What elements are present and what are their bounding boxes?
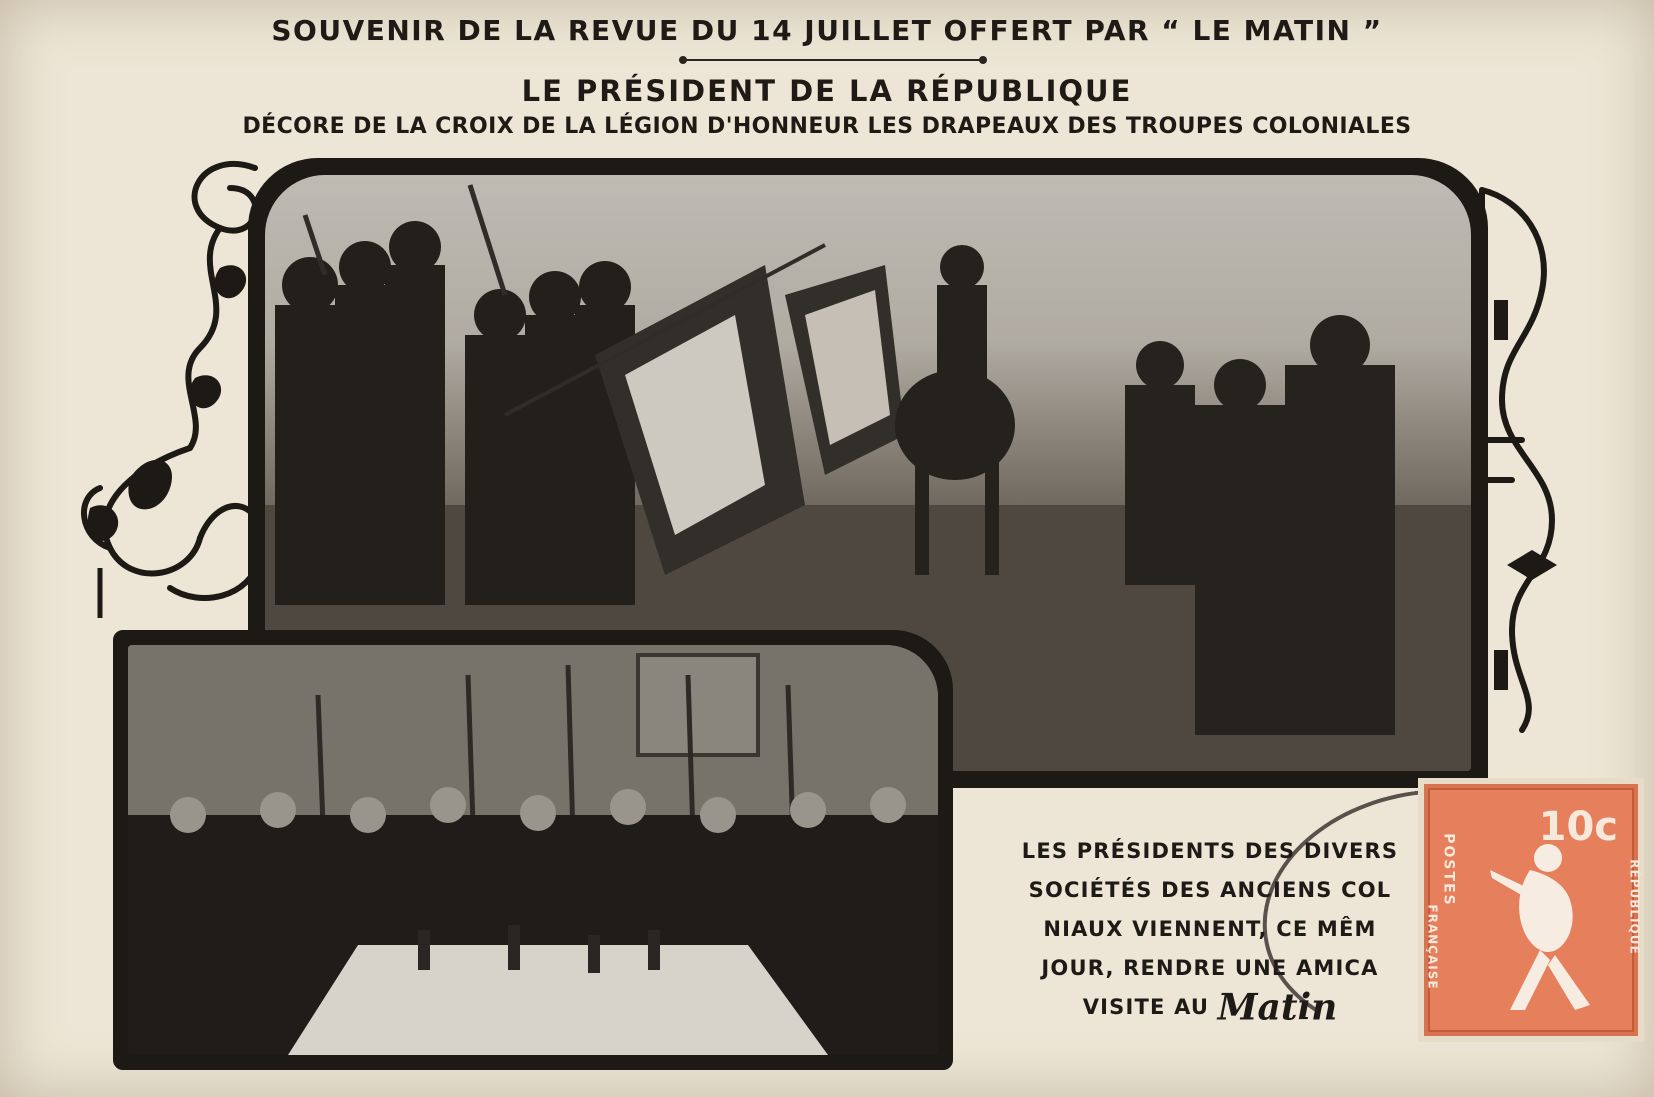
stamp-denomination: 10c: [1538, 804, 1618, 850]
caption-line-3: NIAUX VIENNENT, CE MÊM: [1043, 917, 1377, 941]
caption-visite-text: VISITE AU: [1082, 995, 1210, 1019]
header-decoration-line: DÉCORE DE LA CROIX DE LA LÉGION D'HONNEUR LES DRAPEAUX DES TROUPES COLONIALES: [242, 114, 1412, 139]
postage-stamp: [1418, 778, 1644, 1042]
caption-line-2: SOCIÉTÉS DES ANCIENS COL: [1028, 878, 1392, 902]
caption-line-4: JOUR, RENDRE UNE AMICA: [1041, 956, 1379, 980]
stamp-republique-label: RÉPUBLIQUE: [1627, 859, 1642, 955]
stamp-face: [1425, 788, 1642, 1032]
stamp-francaise-label: FRANÇAISE: [1425, 904, 1440, 990]
banquet-photo-illustration: [128, 645, 938, 1055]
stamp-postes-label: POSTES: [1440, 833, 1457, 907]
header-president-line: LE PRÉSIDENT DE LA RÉPUBLIQUE: [521, 74, 1133, 108]
banquet-photo: [128, 645, 938, 1055]
bottom-photo-frame: [113, 630, 953, 1070]
header-souvenir-line: SOUVENIR DE LA REVUE DU 14 JUILLET OFFERT PAR “ LE MATIN ”: [271, 14, 1383, 47]
le-matin-logo: Matin: [1217, 986, 1338, 1029]
sower-figure-icon: [1470, 830, 1610, 1020]
caption-line-1: LES PRÉSIDENTS DES DIVERS: [1021, 839, 1399, 863]
header-divider: [683, 59, 983, 61]
